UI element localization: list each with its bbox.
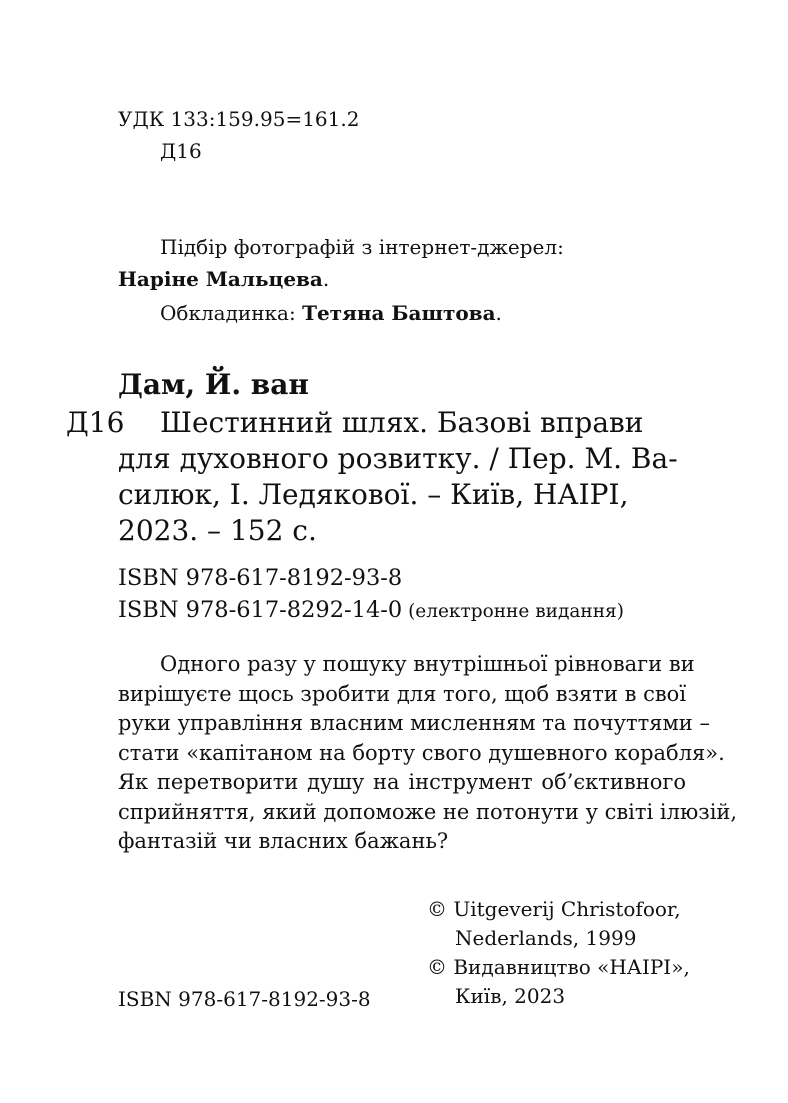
abstract-line: вирішуєте щось зробити для того, щоб взяти в свої — [118, 681, 687, 706]
abstract-line: стати «капітаном на борту свого душевного корабля». — [118, 740, 725, 765]
photo-credit — [118, 264, 329, 294]
copyright-line: © Uitgeverij Christofoor, — [427, 897, 681, 921]
abstract-line: руки управління власним мисленням та почуттями – — [118, 711, 710, 735]
abstract-line: Одного разу у пошуку внутрішньої рівноваги ви — [160, 652, 695, 676]
copyright-line: Київ, 2023 — [455, 984, 566, 1008]
photo-credit-end: . — [322, 267, 330, 291]
biblio-line: для духовного розвитку. / Пер. М. Ва- — [118, 442, 678, 475]
biblio-line: 2023. – 152 с. — [118, 514, 317, 547]
isbn-ebook-note: (електронне видання) — [402, 601, 624, 622]
photo-credit-label: Підбір фотографій з інтернет-джерел: — [160, 235, 564, 259]
cover-credit-label: Обкладинка: — [160, 301, 303, 325]
cover-credit-end: . — [495, 301, 502, 325]
author-sign-top: Д16 — [160, 139, 202, 163]
biblio-line: силюк, І. Ледякової. – Київ, НАІРІ, — [118, 478, 629, 511]
abstract-line: сприйняття, який допоможе не потонути у світі ілюзій, — [118, 799, 738, 824]
biblio-author: Дам, Й. ван — [118, 368, 309, 401]
isbn-bottom: ISBN 978-617-8192-93-8 — [118, 987, 371, 1011]
copyright-line: Nederlands, 1999 — [455, 926, 637, 950]
cover-credit-name: Тетяна Баштова — [302, 301, 496, 325]
photo-credit-name: Наріне Мальцева — [118, 267, 323, 291]
isbn-ebook-number: ISBN 978-617-8292-14-0 — [118, 597, 403, 623]
biblio-line: Шестинний шлях. Базові вправи — [160, 406, 644, 439]
copyright-line: © Видавництво «НАІРІ», — [427, 955, 690, 979]
abstract — [118, 650, 738, 857]
isbn-print: ISBN 978-617-8192-93-8 — [118, 565, 403, 591]
biblio-author-sign: Д16 — [66, 406, 125, 439]
isbn-ebook — [118, 595, 624, 627]
abstract-line: фантазій чи власних бажань? — [118, 829, 449, 853]
abstract-line: Як перетворити душу на інструмент об’єктивного — [118, 770, 686, 794]
cover-credit — [160, 298, 502, 328]
udc-code: УДК 133:159.95=161.2 — [118, 107, 360, 131]
